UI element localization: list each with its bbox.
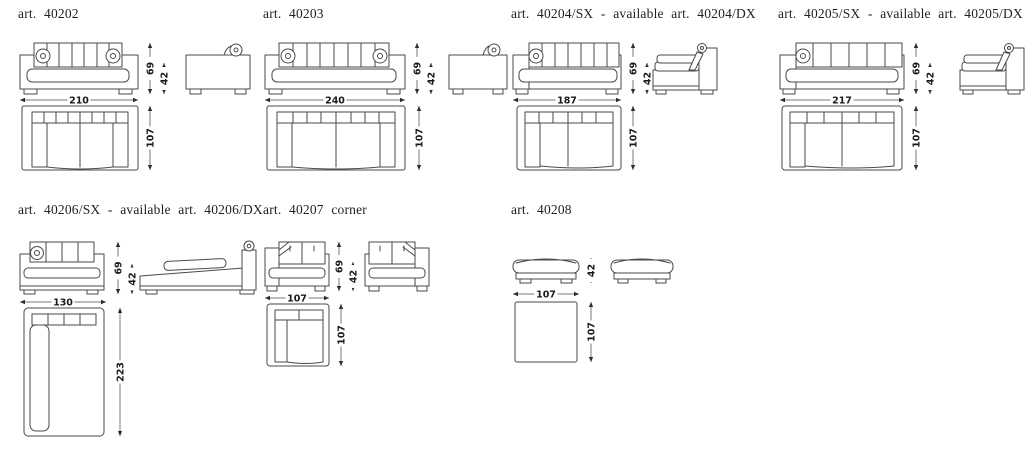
article-label: art. 40206/SX - available art. 40206/DX [18,202,263,217]
article-label: art. 40208 [511,202,572,217]
drawing-40208 [511,238,711,390]
dimension-value: 107 [414,128,426,148]
dimension-value: 240 [325,95,345,107]
article-label: art. 40207 corner [263,202,367,217]
dimension-value: 42 [586,263,598,278]
roll-cushion-icon [529,49,543,63]
dimension-value: 42 [127,272,139,286]
depth-dimension [145,106,157,170]
top-view [267,106,405,170]
seat-height-dimension [426,63,438,94]
dimension-value: 210 [69,95,89,107]
dimension-value: 42 [642,71,654,86]
side-view [186,44,250,94]
front-view [20,43,138,94]
drawing-40204 [511,40,761,192]
seat-height-dimension [642,63,654,94]
dimension-value: 69 [628,61,640,76]
height-dimension [628,43,640,94]
depth-dimension [628,106,640,170]
article-label: art. 40203 [263,6,324,21]
width-dimension [265,95,405,107]
panel-40205 [778,6,1024,192]
dimension-value: 42 [159,71,171,86]
dimension-value: 107 [536,289,556,301]
drawing-40206 [18,238,262,460]
article-label: art. 40205/SX - available art. 40205/DX [778,6,1023,21]
roll-cushion-icon [796,49,810,63]
width-dimension [780,95,904,107]
dimension-value: 69 [412,61,424,76]
side-view [960,44,1024,95]
dimension-value: 42 [348,269,360,284]
article-label: art. 40202 [18,6,79,21]
drawing-40207 [263,238,463,390]
width-dimension [513,289,579,301]
top-view [517,106,621,170]
dimension-value: 217 [832,95,852,107]
height-dimension [113,242,125,294]
depth-dimension [115,308,127,436]
panel-40203 [263,6,507,192]
side-view [653,44,717,95]
dimension-value: 130 [53,297,73,309]
dimension-value: 107 [911,128,923,148]
dimension-value: 107 [145,128,157,148]
top-view [782,106,902,170]
top-view [22,106,138,170]
top-view [515,302,577,362]
dimension-value: 107 [336,325,348,345]
depth-dimension [911,106,923,170]
dimension-value: 223 [115,362,127,382]
dimension-value: 107 [287,293,307,305]
dimension-value: 107 [586,322,598,342]
dimension-value: 69 [113,261,125,275]
dimension-value: 107 [628,128,640,148]
seat-height-dimension [586,258,598,283]
dimension-value: 69 [334,259,346,274]
height-dimension [145,43,157,94]
top-view [267,304,329,366]
front-view [513,259,579,283]
dimension-value: 69 [911,61,923,76]
width-dimension [20,95,138,107]
article-label: art. 40204/SX - available art. 40204/DX [511,6,756,21]
panel-40204 [511,6,761,192]
dimension-value: 69 [145,61,157,76]
seat-height-dimension [925,63,937,94]
side-view [140,241,256,294]
front-view-right-arm [365,242,429,291]
front-view [265,43,405,94]
roll-cushion-icon [31,247,44,260]
dimension-value: 187 [557,95,577,107]
seat-height-dimension [348,262,360,291]
height-dimension [334,242,346,291]
drawing-40205 [778,40,1024,192]
side-view [611,259,673,283]
depth-dimension [586,302,598,362]
dimension-value: 42 [426,71,438,86]
front-view-left-arm [265,242,329,291]
side-view [449,44,507,94]
dimension-value: 42 [925,71,937,86]
panel-40208 [511,202,711,390]
height-dimension [911,43,923,94]
seat-height-dimension [127,264,139,294]
height-dimension [412,43,424,94]
depth-dimension [336,304,348,366]
panel-40207 [263,202,463,390]
seat-height-dimension [159,63,171,94]
width-dimension [20,297,106,309]
drawing-40202 [18,40,262,192]
depth-dimension [414,106,426,170]
drawing-40203 [263,40,507,192]
front-view [20,242,104,294]
panel-40206 [18,202,262,460]
panel-40202 [18,6,262,192]
width-dimension [513,95,621,107]
front-view [513,43,621,94]
front-view [780,43,904,94]
top-view [24,308,104,436]
width-dimension [265,293,329,305]
